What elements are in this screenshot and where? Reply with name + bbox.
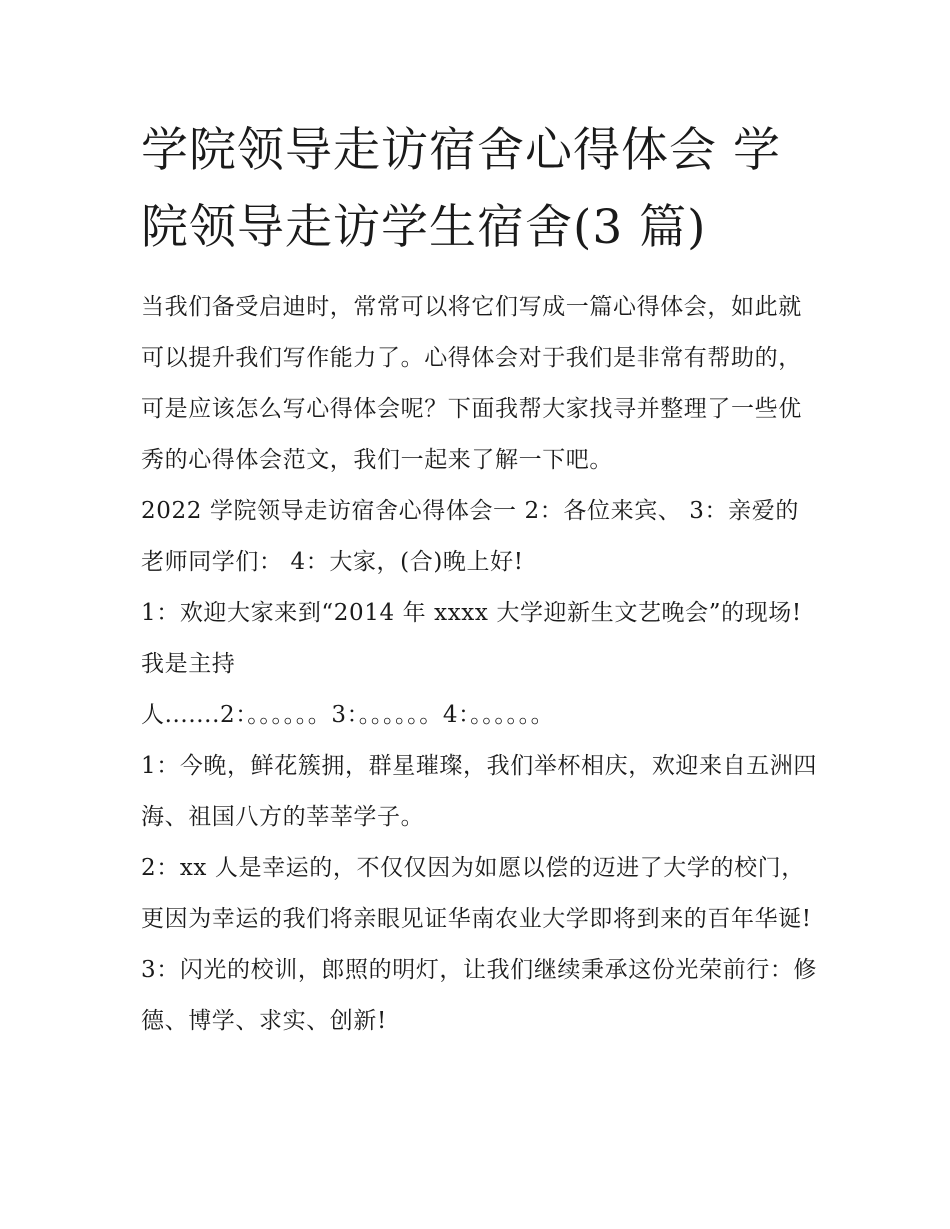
document-title [141, 112, 821, 266]
host-intro-paragraph: 人.......2：。。。。。。3：。。。。。。4：。。。。。。 [141, 702, 555, 728]
document-body [141, 282, 821, 1047]
welcome-paragraph: 1：欢迎大家来到“2014 年 xxxx 大学迎新生文艺晚会”的现场!我是主持 [141, 600, 802, 677]
greeting-paragraph: 2022 学院领导走访宿舍心得体会一 2：各位来宾、 3：亲爱的老师同学们： 4：大家，(合)晚上好! [141, 498, 799, 575]
motto-paragraph: 3：闪光的校训，郎照的明灯，让我们继续秉承这份光荣前行：修德、博学、求实、创新! [141, 957, 818, 1034]
title-line-1: 学院领导走访宿舍心得体会 学 [141, 123, 781, 178]
document-page [141, 112, 821, 1047]
intro-paragraph: 当我们备受启迪时，常常可以将它们写成一篇心得体会，如此就可以提升我们写作能力了。心得体会对于我们是非常有帮助的，可是应该怎么写心得体会呢？下面我帮大家找寻并整理了一些优秀的心得体会范文，我们一起来了解一下吧。 [141, 294, 802, 473]
title-line-2: 院领导走访学生宿舍(3 篇) [141, 200, 707, 255]
tonight-paragraph: 1：今晚，鲜花簇拥，群星璀璨，我们举杯相庆，欢迎来自五洲四海、祖国八方的莘莘学子。 [141, 753, 818, 830]
lucky-paragraph: 2：xx 人是幸运的，不仅仅因为如愿以偿的迈进了大学的校门，更因为幸运的我们将亲眼见证华南农业大学即将到来的百年华诞! [141, 855, 812, 932]
